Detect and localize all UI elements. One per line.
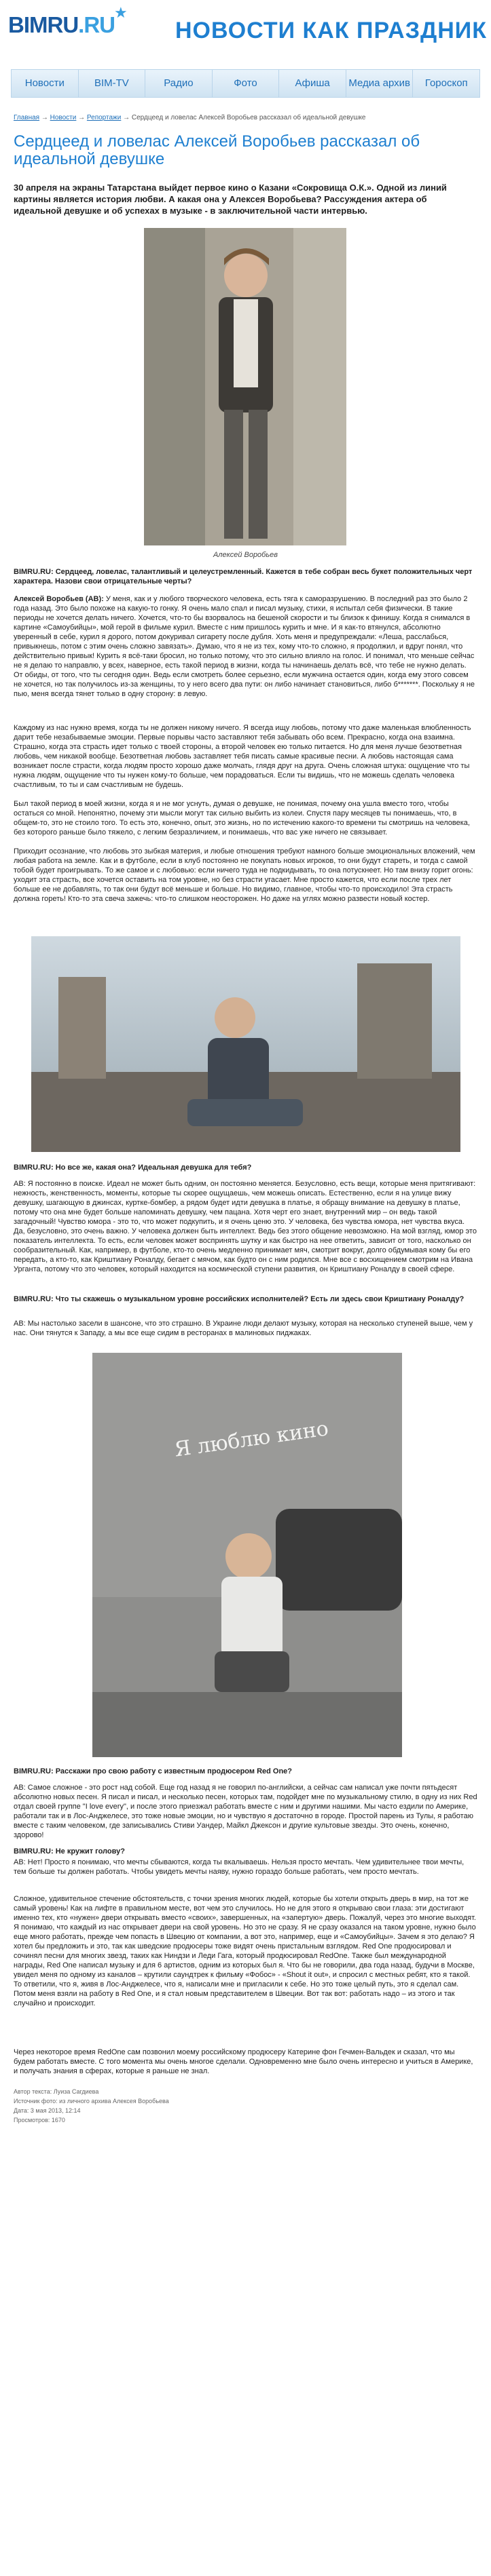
person-illustration — [144, 228, 346, 545]
question-5: BIMRU.RU: Не кружит голову? — [14, 1847, 125, 1856]
question-3: BIMRU.RU: Что ты скажешь о музыкальном уровне российских исполнителей? Есть ли здесь свои Криштиану Роналду? — [14, 1295, 465, 1303]
answer-2: АВ: Я постоянно в поиске. Идеал не может быть одним, он постоянно меняется. Безусловно, есть вещи, которые меня притягивают: нежность, женственность, моменты, которые ты скорее ощущаешь, чем можешь описать. Естественно, если я на улице вижу девушку, шагающую в джинсах, куртке-бомбер, а рядом будет идти девушка в платье, я обращу внимание на девушку в платье, потому что она мне будет больше напоминать девушку, чем пацана. Хотя черт его знает, внутренний мир – он ведь такой загадочный! Чувство юмора - это то, что может подкупить, и я очень ценю это. У человека, без чувства юмора, нет чувства вкуса. Да, безусловно, это очень важно. У человека должен быть интеллект. Ведь без этого общение невозможно. На мой взгляд, юмор это показатель интеллекта. То есть, если человек может воспринять шутку и как быстро на нее ответить, зависит от того, насколько он сообразительный. Как, например, в футболе, кто-то очень медленно принимает мяч, смотрит вокруг, долго обдумывая кому бы его передать, а кто-то, как Криштиану Роналду, бегает с мячом, как будто он с ним родился. Мне все с восхищением смотрим на Ивана Урганта, потому что это человек, который находится на космической ступени развития, он Криштиану Роналду в своей сфере. — [14, 1180, 477, 1273]
site-header — [0, 0, 491, 66]
nav-item-bim-tv[interactable]: BIM-TV — [79, 70, 146, 97]
paragraph-4: Приходит осознание, что любовь это зыбкая материя, и любые отношения требуют намного больше эмоциональных вложений, чем любая работа на земле. Как и в футболе, если в клуб постоянно не покупать новых игроков, то они будут стареть, и тогда с самой тобой будет проигрывать. То же самое и с любовью: если ничего туда не подкидывать, то она потускнеет. Но там внизу горит огонь: уходит эта страсть, все хочется оставить на том уровне, но без страсти угасает. Мне просто кажется, что если после трех лет больше ее не добавлять, то так они будут всё меньше и больше. Но видимо, главное, чтобы что-то происходило! Эта страсть должна гореть! Кто-то эта свеча зажечь: что-то слишком неосторожен. Но даже на углях можно развести новый костер. — [14, 847, 475, 903]
question-1: BIMRU.RU: Сердцеед, ловелас, талантливый и целеустремленный. Кажется в тебе собран весь букет положительных черт характера. Назови свои отрицательные черты? — [14, 568, 473, 585]
answer-1 — [14, 594, 477, 699]
question-4: BIMRU.RU: Расскажи про свою работу с известным продюсером Red One? — [14, 1767, 293, 1775]
answer-4: АВ: Самое сложное - это рост над собой. Еще год назад я не говорил по-английски, а сейчас сам написал уже почти пятьдесят абсолютно новых песен. Я писал и писал, и несколько песен, которых там, подойдет мне по музыкальному стилю, в одну из них Red отдал своей группе "I love every", и после этого приезжал работать вместе с ним и другими нашими. Мы часто ездили по Америке, работали так и в Лос-Анджелесе, это тоже новые эмоции, но и чувствую я достаточно в городе. Простой парень из Тулы, я работаю вместе с таким человеком, где записывались Стиви Уандер, Майкл Джексон и другие культовые звезды. Это очень, конечно, здорово! — [14, 1784, 477, 1839]
nav-item-news[interactable]: Новости — [12, 70, 79, 97]
logo-tld: .RU — [78, 12, 115, 37]
nav-item-radio[interactable]: Радио — [145, 70, 213, 97]
nav-item-photo[interactable]: Фото — [213, 70, 280, 97]
article-date: Дата: 3 мая 2013, 12:14 — [14, 2107, 81, 2114]
photo-caption: Алексей Воробьев — [213, 551, 278, 559]
article-photo-source: Источник фото: из личного архива Алексея Воробьева — [14, 2098, 169, 2104]
site-tagline: НОВОСТИ КАК ПРАЗДНИК — [175, 18, 487, 43]
article-photo-1 — [144, 228, 346, 545]
breadcrumb-home[interactable]: Главная — [14, 114, 40, 121]
breadcrumb-sep: → — [41, 114, 48, 121]
graffiti-text: Я люблю кино — [172, 1417, 330, 1462]
article-author: Автор текста: Луиза Сагдиева — [14, 2088, 99, 2095]
paragraph-5: Сложное, удивительное стечение обстоятельств, с точки зрения многих людей, которые бы хотели открыть дверь в мир, на тот же самый уровень! Как на лифте в правильном месте, вот чем это случилось. Но не для этого я открываю свои глаза: эти достигают именно тех, кто «нужен» двери открывать вместо «своих», завершенных, на «запертую» дверь. Пожалуй, через это многие выходят. Я понимаю, что каждый из нас открывает двери на свой уровень. Но это не сразу. Я не сразу оказался на таком уровне, нужно было еще много работать, прежде чем попасть в Швецию от компании, а вот это, например, еще и «Самоубийцы». Зачем я это делаю? Я хотел бы предложить и это, так как шведские продюсеры тоже видят очень пристальным взглядом. Red One продюсировал и сочинял песни для многих звезд, таких как Ниндзи и Леди Гага, который продюсировал RedOne. Также был международной награды, Red One написал музыку и для 6 артистов, одним из которых был я. Что бы не говорили, два года назад, будучи в Москве, увидел меня по одному из каналов – крутили саундтрек к фильму «Фобос» - «Shout it out», и спросил с местных ребят, кто я такой. То ответили, что я, живя в Лос-Анджелесе, что я, написали мне и пригласили к себе. Но это тоже целый путь, это я сделал сам. Потом меня взяли на работу в Red One, и я стал новым представителем в Швеции. Вот так вот: работать надо – из этого и так случайно и происходит. — [14, 1895, 476, 2007]
breadcrumb-sep: → — [78, 114, 86, 121]
answer-3: АВ: Мы настолько засели в шансоне, что это страшно. В Украине люди делают музыку, которая на несколько ступеней выше, чем у нас. Они тянутся к Западу, а мы все еще сидим в ресторанах в малиновых пиджаках. — [14, 1320, 473, 1337]
paragraph-2: Каждому из нас нужно время, когда ты не должен никому ничего. Я всегда ищу любовь, потому что даже маленькая влюбленность дарит тебе незабываемые эмоции. Первые порывы часто заставляют тебя забывать обо всем. Прекрасно, когда она взаимна. Страшно, когда эта страсть идет только с твоей стороны, а второй человек ею только питается. Но для меня лучше безответная любовь, чем никакой вообще. Безответная любовь заставляет тебя писать самые красивые песни. А любовь настоящая сама возникает после страсти, когда людям просто хорошо даже молчать, глядя друг на друга. Очень сложная штука: ощущение что ты нужна людям, ощущение что ты нужен кому-то больше, чем порадоваться. Если ты видишь, что не можешь сделать человека счастливым, то ты и сам счастливым не будешь. — [14, 724, 471, 789]
article-photo-2 — [31, 936, 460, 1152]
paragraph-3: Был такой период в моей жизни, когда я и не мог уснуть, думая о девушке, не понимая, почему она ушла вместо того, чтобы остаться со мной. Непонятно, почему эти мысли могут так сильно выбить из колеи. Спустя пару месяцев ты понимаешь, что, в общем-то, это не стоило того. То есть это, конечно, опыт, это жизнь, но по истечению какого-то времени ты смотришь на человека, без которого раньше было тяжело, с легким безразличием, и понимаешь, что вас уже ничего не связывает. — [14, 800, 470, 837]
speaker-label: Алексей Воробьев (АВ): — [14, 595, 104, 603]
answer-5: АВ: Нет! Просто я понимаю, что мечты сбываются, когда ты вкалываешь. Нельзя просто мечтать. Чем удивительнее твои мечты, тем больше ты должен работать. Чтобы увидеть мечты наяву, нужно гораздо больше работать, чем просто мечтать. — [14, 1858, 465, 1876]
article-lead: 30 апреля на экраны Татарстана выйдет первое кино о Казани «Сокровища О.К.». Одной из линий картины является история любви. А какая она у Алексея Воробьева? Рассуждения актера об идеальной девушке и об успехах в музыке - в заключительной части интервью. — [14, 182, 447, 216]
breadcrumb-sep: → — [123, 114, 130, 121]
site-logo[interactable] — [8, 12, 115, 38]
nav-item-afisha[interactable]: Афиша — [279, 70, 346, 97]
breadcrumb-reports[interactable]: Репортажи — [86, 114, 122, 121]
graffiti-photo-illustration — [92, 1353, 402, 1757]
article-photo-3 — [92, 1353, 402, 1757]
paragraph-6: Через некоторое время RedOne сам позвонил моему российскому продюсеру Катерине фон Гечмен-Вальдек и сказал, что мы будем работать вместе. С того момента мы очень многое сделали. Одновременно мне было очень интересно и учиться в Америке, и получать знания в сферах, которые я раньше не знал. — [14, 2048, 473, 2075]
article-views: Просмотров: 1670 — [14, 2117, 65, 2123]
question-2: BIMRU.RU: Но все же, какая она? Идеальная девушка для тебя? — [14, 1164, 252, 1172]
breadcrumb — [14, 114, 365, 121]
logo-text: BIMRU — [8, 12, 79, 37]
nav-item-horoscope[interactable]: Гороскоп — [424, 77, 468, 89]
article-title: Сердцеед и ловелас Алексей Воробьев рассказал об идеальной девушке — [14, 132, 420, 168]
nav-item-media-archive[interactable]: Медиа архив — [346, 70, 414, 97]
answer-1-text: У меня, как и у любого творческого человека, есть тяга к саморазрушению. В последний раз это было 2 года назад. Это было похоже на какую-то гонку. Я очень мало спал и писал музыку, стихи, я испытал себя физически. В такие периоды не хочется делать ничего. Хочется, что-то бы взорвалось на бешеной скорости и ты близок к финишу. Когда я снимался в картине «Самоубийцы», мой герой в фильме курил. Вместе с ним пришлось курить и мне. И я как-то втянулся, абсолютно уверенный в себе, курил я дорого, потом докуривал сигарету после дубля. Хоть меня и предупреждали: «Леша, расслабься, привыкнешь, потом с этим очень сложно завязать». Думаю, что я не из тех, кому что-то сложно, я продолжил, и вдруг понял, что действительно привык! Курить я всё-таки бросил, но только потому, что это сильно влияло на голос. И понимал, что меньше сейчас не я делаю то направлю, у всех, наверное, есть такой период в жизни, когда ты начинаешь делать всё, что тебе не нужно делать. От обиды, от того, что ты сегодня один. Ведь если смотреть более серьезно, если мужчина остается один, когда ему этого совсем не хочется, но так получилось из-за женщины, то у него всего два пути: он либо начинает становиться, либо б*******. Поскольку я не пью, меня всегда тянет только в одну сторону: в левую. — [14, 595, 475, 698]
main-nav — [11, 69, 480, 98]
breadcrumb-news[interactable]: Новости — [50, 114, 77, 121]
breadcrumb-current: Сердцеед и ловелас Алексей Воробьев рассказал об идеальной девушке — [131, 114, 366, 121]
star-icon: ★ — [114, 4, 128, 21]
pier-photo-illustration — [31, 936, 460, 1152]
